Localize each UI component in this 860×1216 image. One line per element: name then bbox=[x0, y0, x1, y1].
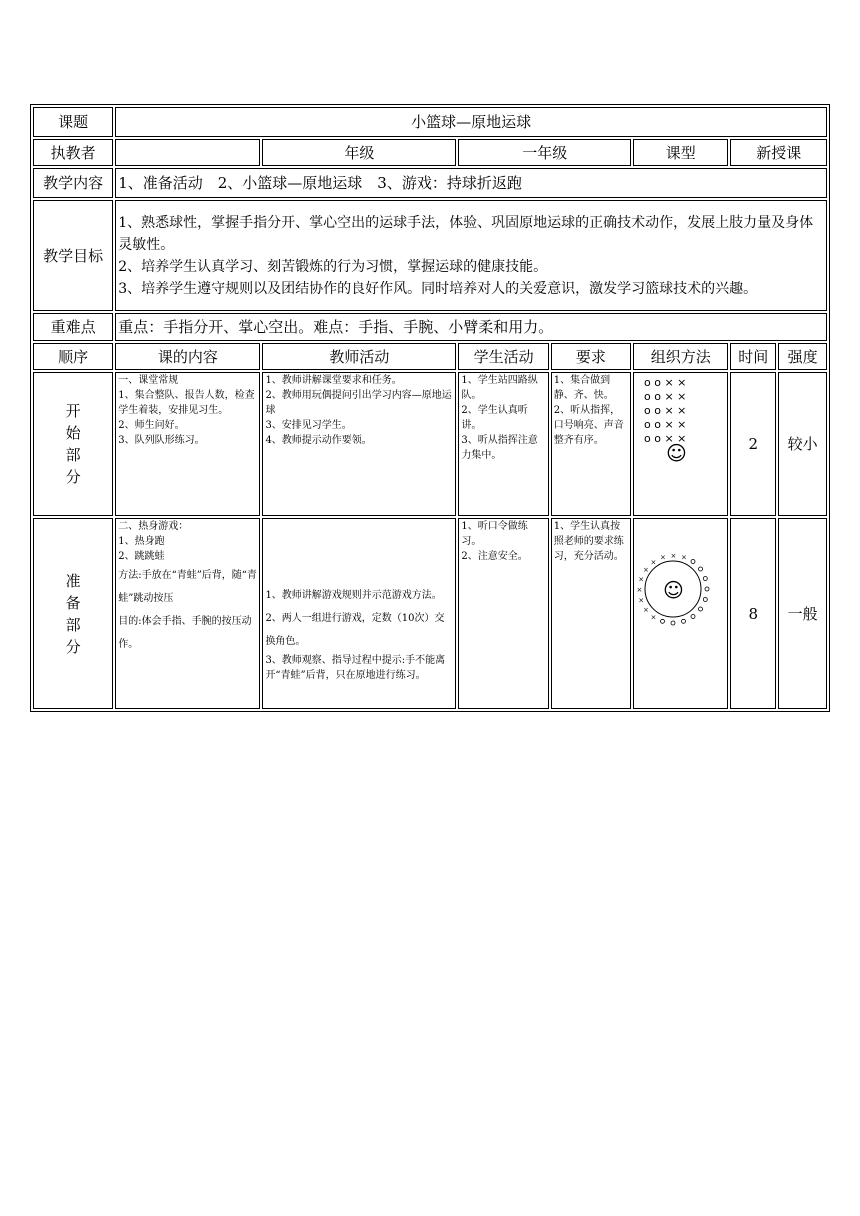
column-header: 组织方法 bbox=[633, 343, 728, 370]
topic-value: 小篮球—原地运球 bbox=[115, 107, 827, 137]
student-cross-marker: × bbox=[643, 566, 649, 574]
phase-label: 准 备 部 分 bbox=[33, 518, 113, 709]
requirement-cell: 1、集合做到静、齐、快。 2、听从指挥，口号响亮、声音整齐有序。 bbox=[551, 372, 631, 516]
intensity-cell: 一般 bbox=[778, 518, 827, 709]
column-header: 时间 bbox=[730, 343, 776, 370]
teacher-smiley-icon: ☺ bbox=[663, 578, 684, 602]
formation-row: o o × × bbox=[644, 390, 687, 403]
intensity-cell: 较小 bbox=[778, 372, 827, 516]
grade-value: 一年级 bbox=[458, 139, 631, 166]
teacher-smiley-icon: ☺ bbox=[666, 441, 687, 465]
objectives-label: 教学目标 bbox=[33, 200, 113, 311]
lesson-plan-table bbox=[30, 104, 830, 712]
column-header: 教师活动 bbox=[262, 343, 456, 370]
student-circle-marker bbox=[699, 567, 703, 571]
objective-1: 1、熟悉球性，掌握手指分开、掌心空出的运球手法，体验、巩固原地运球的正确技术动作，发展上肢力量及身体灵敏性。 bbox=[118, 214, 814, 253]
grade-label: 年级 bbox=[262, 139, 456, 166]
time-cell: 8 bbox=[730, 518, 776, 709]
column-header: 课的内容 bbox=[115, 343, 260, 370]
student-circle-marker bbox=[703, 577, 707, 581]
teacher-label: 执教者 bbox=[33, 139, 113, 166]
student-cross-marker: × bbox=[660, 553, 666, 562]
student-cross-marker: × bbox=[638, 596, 645, 605]
student-circle-marker bbox=[661, 619, 665, 623]
key-points-label: 重难点 bbox=[33, 313, 113, 341]
teacher-value bbox=[115, 139, 260, 166]
teacher-activity-cell: 1、教师讲解课堂要求和任务。 2、教师用玩偶提问引出学习内容—原地运球 3、安排见习学生。 4、教师提示动作要领。 bbox=[262, 372, 456, 516]
student-activity-cell: 1、学生站四路纵队。 2、学生认真听讲。 3、听从指挥注意力集中。 bbox=[458, 372, 548, 516]
student-activity-cell: 1、听口令做练习。 2、注意安全。 bbox=[458, 518, 548, 709]
objectives-value bbox=[115, 200, 827, 311]
student-cross-marker: × bbox=[638, 575, 645, 584]
lesson-type-label: 课型 bbox=[633, 139, 728, 166]
student-circle-marker bbox=[691, 560, 695, 564]
column-header: 要求 bbox=[551, 343, 631, 370]
content-label: 教学内容 bbox=[33, 168, 113, 198]
time-cell: 2 bbox=[730, 372, 776, 516]
phase-label: 开 始 部 分 bbox=[33, 372, 113, 516]
objective-2: 2、培养学生认真学习、刻苦锻炼的行为习惯，掌握运球的健康技能。 bbox=[118, 258, 548, 275]
student-circle-marker bbox=[703, 598, 707, 602]
student-circle-marker bbox=[691, 615, 695, 619]
column-header: 强度 bbox=[778, 343, 827, 370]
lesson-content-cell: 二、热身游戏： 1、热身跑 2、跳跳蛙 方法:手放在“青蛙”后背，随“青蛙”跳动按压 目的:体会手指、手腕的按压动作。 bbox=[115, 518, 260, 709]
formation-diagram bbox=[633, 372, 728, 516]
student-cross-marker: × bbox=[670, 552, 677, 560]
circle-formation-svg bbox=[634, 519, 728, 704]
student-circle-marker bbox=[671, 621, 675, 625]
formation-row: o o × × bbox=[644, 376, 687, 389]
student-cross-marker: × bbox=[650, 613, 657, 622]
student-cross-marker: × bbox=[636, 586, 643, 594]
student-cross-marker: × bbox=[650, 558, 657, 567]
topic-label: 课题 bbox=[33, 107, 113, 137]
lesson-type-value: 新授课 bbox=[730, 139, 827, 166]
formation-row: o o × × bbox=[644, 418, 687, 431]
formation-svg bbox=[634, 373, 728, 511]
column-header-row bbox=[33, 343, 827, 370]
teacher-activity-cell: 1、教师讲解游戏规则并示范游戏方法。 2、两人一组进行游戏，定数（10次）交换角色。 3、教师观察、指导过程中提示:手不能离开“青蛙”后背，只在原地进行练习。 bbox=[262, 518, 456, 709]
student-cross-marker: × bbox=[681, 553, 687, 562]
requirement-cell: 1、学生认真按照老师的要求练习，充分活动。 bbox=[551, 518, 631, 709]
circle-formation-diagram bbox=[633, 518, 728, 709]
formation-row: o o × × bbox=[644, 432, 687, 445]
content-value: 1、准备活动 2、小篮球—原地运球 3、游戏：持球折返跑 bbox=[115, 168, 827, 198]
student-circle-marker bbox=[699, 607, 703, 611]
objective-3: 3、培养学生遵守规则以及团结协作的良好作风。同时培养对人的关爱意识，激发学习篮球技术的兴趣。 bbox=[118, 280, 758, 297]
student-cross-marker: × bbox=[643, 606, 649, 614]
student-circle-marker bbox=[682, 619, 686, 623]
lesson-content-cell: 一、课堂常规 1、集合整队、报告人数，检查学生着装，安排见习生。 2、师生问好。 3、队列队形练习。 bbox=[115, 372, 260, 516]
formation-row: o o × × bbox=[644, 404, 687, 417]
key-points-value: 重点：手指分开、掌心空出。难点：手指、手腕、小臂柔和用力。 bbox=[115, 313, 827, 341]
column-header: 学生活动 bbox=[458, 343, 548, 370]
student-circle-marker bbox=[705, 587, 709, 591]
column-header: 顺序 bbox=[33, 343, 113, 370]
section-warmup-row bbox=[33, 518, 827, 709]
section-start-row bbox=[33, 372, 827, 516]
